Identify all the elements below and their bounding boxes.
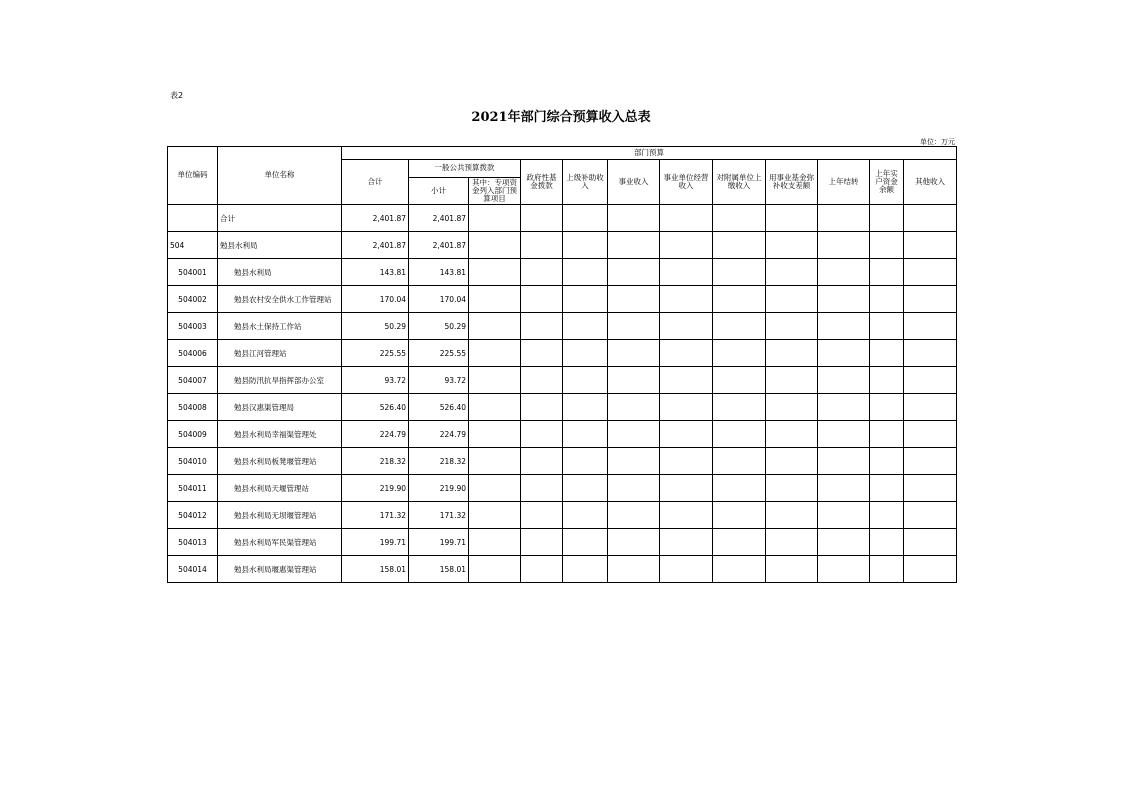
- empty-cell: [660, 259, 713, 286]
- table-number-label: 表2: [170, 91, 184, 100]
- empty-cell: [608, 556, 660, 583]
- empty-cell: [469, 205, 521, 232]
- empty-cell: [469, 340, 521, 367]
- header-business-income: 事业收入: [608, 160, 660, 205]
- header-dept-budget: 部门预算: [342, 147, 957, 160]
- subtotal-cell: 218.32: [409, 448, 469, 475]
- total-cell: 93.72: [342, 367, 409, 394]
- empty-cell: [660, 502, 713, 529]
- header-gov-fund: 政府性基金拨款: [521, 160, 563, 205]
- empty-cell: [818, 421, 870, 448]
- unit-code-cell: 504: [168, 232, 218, 259]
- empty-cell: [521, 340, 563, 367]
- empty-cell: [521, 448, 563, 475]
- empty-cell: [818, 340, 870, 367]
- empty-cell: [766, 205, 818, 232]
- empty-cell: [904, 502, 957, 529]
- empty-cell: [608, 502, 660, 529]
- report-title: 2021年部门综合预算收入总表: [471, 110, 651, 125]
- subtotal-cell: 143.81: [409, 259, 469, 286]
- empty-cell: [713, 394, 766, 421]
- empty-cell: [469, 394, 521, 421]
- empty-cell: [870, 421, 904, 448]
- empty-cell: [818, 259, 870, 286]
- total-cell: 219.90: [342, 475, 409, 502]
- table-row: [168, 286, 957, 313]
- header-fund-offset: 用事业基金弥补收支差额: [766, 160, 818, 205]
- subtotal-cell: 225.55: [409, 340, 469, 367]
- empty-cell: [766, 502, 818, 529]
- unit-code-cell: 504010: [168, 448, 218, 475]
- empty-cell: [713, 502, 766, 529]
- empty-cell: [713, 232, 766, 259]
- total-cell: 218.32: [342, 448, 409, 475]
- header-unit-name: 单位名称: [218, 147, 342, 205]
- subtotal-cell: 2,401.87: [409, 205, 469, 232]
- unit-name-cell: 勉县水利局无坝堰管理站: [218, 502, 342, 529]
- empty-cell: [904, 313, 957, 340]
- empty-cell: [713, 205, 766, 232]
- unit-name-cell: 勉县水土保持工作站: [218, 313, 342, 340]
- empty-cell: [660, 367, 713, 394]
- total-cell: 171.32: [342, 502, 409, 529]
- empty-cell: [469, 556, 521, 583]
- empty-cell: [766, 259, 818, 286]
- total-cell: 224.79: [342, 421, 409, 448]
- empty-cell: [563, 367, 608, 394]
- empty-cell: [766, 394, 818, 421]
- table-row: [168, 556, 957, 583]
- empty-cell: [563, 340, 608, 367]
- subtotal-cell: 170.04: [409, 286, 469, 313]
- empty-cell: [818, 448, 870, 475]
- empty-cell: [818, 232, 870, 259]
- empty-cell: [608, 205, 660, 232]
- total-cell: 143.81: [342, 259, 409, 286]
- empty-cell: [469, 475, 521, 502]
- empty-cell: [713, 421, 766, 448]
- header-general-public: 一般公共预算拨款: [409, 160, 521, 178]
- empty-cell: [608, 286, 660, 313]
- empty-cell: [870, 475, 904, 502]
- unit-code-cell: 504013: [168, 529, 218, 556]
- empty-cell: [904, 259, 957, 286]
- empty-cell: [563, 556, 608, 583]
- unit-name-cell: 勉县水利局幸福渠管理处: [218, 421, 342, 448]
- empty-cell: [660, 529, 713, 556]
- empty-cell: [660, 232, 713, 259]
- empty-cell: [563, 286, 608, 313]
- empty-cell: [766, 286, 818, 313]
- empty-cell: [608, 232, 660, 259]
- total-cell: 50.29: [342, 313, 409, 340]
- table-row: [168, 394, 957, 421]
- empty-cell: [713, 556, 766, 583]
- empty-cell: [469, 367, 521, 394]
- empty-cell: [870, 556, 904, 583]
- empty-cell: [660, 475, 713, 502]
- empty-cell: [521, 502, 563, 529]
- table-row: [168, 421, 957, 448]
- budget-income-table: [167, 146, 957, 583]
- empty-cell: [713, 340, 766, 367]
- total-cell: 199.71: [342, 529, 409, 556]
- header-upper-subsidy: 上级补助收入: [563, 160, 608, 205]
- unit-code-cell: 504001: [168, 259, 218, 286]
- unit-code-cell: 504011: [168, 475, 218, 502]
- empty-cell: [660, 421, 713, 448]
- empty-cell: [563, 448, 608, 475]
- unit-code-cell: 504008: [168, 394, 218, 421]
- empty-cell: [766, 232, 818, 259]
- table-row: [168, 340, 957, 367]
- unit-name-cell: 勉县水利局堰惠渠管理站: [218, 556, 342, 583]
- empty-cell: [870, 205, 904, 232]
- empty-cell: [660, 313, 713, 340]
- empty-cell: [818, 313, 870, 340]
- subtotal-cell: 158.01: [409, 556, 469, 583]
- empty-cell: [469, 448, 521, 475]
- empty-cell: [521, 529, 563, 556]
- empty-cell: [870, 232, 904, 259]
- empty-cell: [818, 529, 870, 556]
- subtotal-cell: 2,401.87: [409, 232, 469, 259]
- empty-cell: [521, 286, 563, 313]
- empty-cell: [904, 475, 957, 502]
- empty-cell: [870, 286, 904, 313]
- empty-cell: [870, 340, 904, 367]
- header-other-income: 其他收入: [904, 160, 957, 205]
- empty-cell: [563, 313, 608, 340]
- empty-cell: [563, 259, 608, 286]
- empty-cell: [521, 205, 563, 232]
- table-row: [168, 529, 957, 556]
- empty-cell: [904, 448, 957, 475]
- total-cell: 158.01: [342, 556, 409, 583]
- empty-cell: [766, 340, 818, 367]
- unit-name-cell: 勉县水利局天堰管理站: [218, 475, 342, 502]
- empty-cell: [713, 529, 766, 556]
- empty-cell: [608, 367, 660, 394]
- empty-cell: [608, 448, 660, 475]
- empty-cell: [870, 529, 904, 556]
- empty-cell: [870, 259, 904, 286]
- empty-cell: [469, 259, 521, 286]
- table-row: [168, 502, 957, 529]
- subtotal-cell: 50.29: [409, 313, 469, 340]
- empty-cell: [521, 421, 563, 448]
- unit-name-cell: 合计: [218, 205, 342, 232]
- empty-cell: [904, 556, 957, 583]
- empty-cell: [870, 448, 904, 475]
- unit-code-cell: 504006: [168, 340, 218, 367]
- table-row: [168, 313, 957, 340]
- empty-cell: [660, 394, 713, 421]
- subtotal-cell: 224.79: [409, 421, 469, 448]
- empty-cell: [563, 232, 608, 259]
- empty-cell: [608, 475, 660, 502]
- empty-cell: [563, 502, 608, 529]
- table-row: [168, 232, 957, 259]
- empty-cell: [563, 205, 608, 232]
- empty-cell: [818, 394, 870, 421]
- unit-name-cell: 勉县水利局军民渠管理站: [218, 529, 342, 556]
- empty-cell: [870, 313, 904, 340]
- table-row: [168, 205, 957, 232]
- empty-cell: [469, 313, 521, 340]
- total-cell: 2,401.87: [342, 205, 409, 232]
- unit-name-cell: 勉县汉惠渠管理局: [218, 394, 342, 421]
- unit-code-cell: 504012: [168, 502, 218, 529]
- unit-name-cell: 勉县农村安全供水工作管理站: [218, 286, 342, 313]
- subtotal-cell: 171.32: [409, 502, 469, 529]
- empty-cell: [904, 286, 957, 313]
- empty-cell: [713, 313, 766, 340]
- empty-cell: [521, 232, 563, 259]
- empty-cell: [713, 286, 766, 313]
- unit-label: 单位：万元: [920, 138, 955, 146]
- unit-code-cell: 504003: [168, 313, 218, 340]
- total-cell: 170.04: [342, 286, 409, 313]
- empty-cell: [766, 556, 818, 583]
- unit-name-cell: 勉县防汛抗旱指挥部办公室: [218, 367, 342, 394]
- subtotal-cell: 199.71: [409, 529, 469, 556]
- empty-cell: [766, 448, 818, 475]
- empty-cell: [818, 556, 870, 583]
- empty-cell: [563, 421, 608, 448]
- unit-name-cell: 勉县江河管理站: [218, 340, 342, 367]
- unit-code-cell: 504007: [168, 367, 218, 394]
- empty-cell: [469, 529, 521, 556]
- empty-cell: [904, 232, 957, 259]
- table-row: [168, 475, 957, 502]
- header-total: 合计: [342, 160, 409, 205]
- empty-cell: [469, 502, 521, 529]
- empty-cell: [521, 475, 563, 502]
- empty-cell: [870, 502, 904, 529]
- empty-cell: [904, 340, 957, 367]
- empty-cell: [818, 205, 870, 232]
- header-prior-assets: 上年实户资金余额: [870, 160, 904, 205]
- empty-cell: [713, 448, 766, 475]
- empty-cell: [660, 448, 713, 475]
- empty-cell: [469, 421, 521, 448]
- empty-cell: [660, 205, 713, 232]
- header-operating-income: 事业单位经营收入: [660, 160, 713, 205]
- empty-cell: [608, 421, 660, 448]
- empty-cell: [660, 556, 713, 583]
- table-row: [168, 367, 957, 394]
- empty-cell: [469, 286, 521, 313]
- header-special-funds: 其中：专项资金列入部门预算项目: [469, 178, 521, 205]
- empty-cell: [521, 313, 563, 340]
- empty-cell: [766, 313, 818, 340]
- total-cell: 2,401.87: [342, 232, 409, 259]
- empty-cell: [713, 259, 766, 286]
- empty-cell: [904, 529, 957, 556]
- header-subtotal: 小计: [409, 178, 469, 205]
- empty-cell: [818, 286, 870, 313]
- empty-cell: [713, 367, 766, 394]
- unit-code-cell: [168, 205, 218, 232]
- empty-cell: [608, 340, 660, 367]
- empty-cell: [521, 394, 563, 421]
- empty-cell: [563, 475, 608, 502]
- subtotal-cell: 93.72: [409, 367, 469, 394]
- empty-cell: [608, 313, 660, 340]
- empty-cell: [521, 259, 563, 286]
- empty-cell: [521, 556, 563, 583]
- table-row: [168, 448, 957, 475]
- unit-code-cell: 504002: [168, 286, 218, 313]
- empty-cell: [608, 529, 660, 556]
- empty-cell: [818, 475, 870, 502]
- total-cell: 526.40: [342, 394, 409, 421]
- unit-name-cell: 勉县水利局: [218, 259, 342, 286]
- empty-cell: [818, 502, 870, 529]
- empty-cell: [608, 259, 660, 286]
- total-cell: 225.55: [342, 340, 409, 367]
- unit-name-cell: 勉县水利局: [218, 232, 342, 259]
- empty-cell: [660, 340, 713, 367]
- subtotal-cell: 219.90: [409, 475, 469, 502]
- unit-code-cell: 504009: [168, 421, 218, 448]
- empty-cell: [904, 394, 957, 421]
- empty-cell: [766, 529, 818, 556]
- empty-cell: [904, 421, 957, 448]
- empty-cell: [766, 475, 818, 502]
- table-row: [168, 259, 957, 286]
- empty-cell: [563, 394, 608, 421]
- empty-cell: [563, 529, 608, 556]
- empty-cell: [766, 367, 818, 394]
- empty-cell: [766, 421, 818, 448]
- empty-cell: [469, 232, 521, 259]
- unit-code-cell: 504014: [168, 556, 218, 583]
- subtotal-cell: 526.40: [409, 394, 469, 421]
- empty-cell: [713, 475, 766, 502]
- empty-cell: [660, 286, 713, 313]
- header-carryover: 上年结转: [818, 160, 870, 205]
- empty-cell: [608, 394, 660, 421]
- empty-cell: [870, 367, 904, 394]
- empty-cell: [904, 367, 957, 394]
- empty-cell: [521, 367, 563, 394]
- header-subordinate-income: 对附属单位上缴收入: [713, 160, 766, 205]
- unit-name-cell: 勉县水利局板凳堰管理站: [218, 448, 342, 475]
- empty-cell: [870, 394, 904, 421]
- empty-cell: [818, 367, 870, 394]
- empty-cell: [904, 205, 957, 232]
- header-unit-code: 单位编码: [168, 147, 218, 205]
